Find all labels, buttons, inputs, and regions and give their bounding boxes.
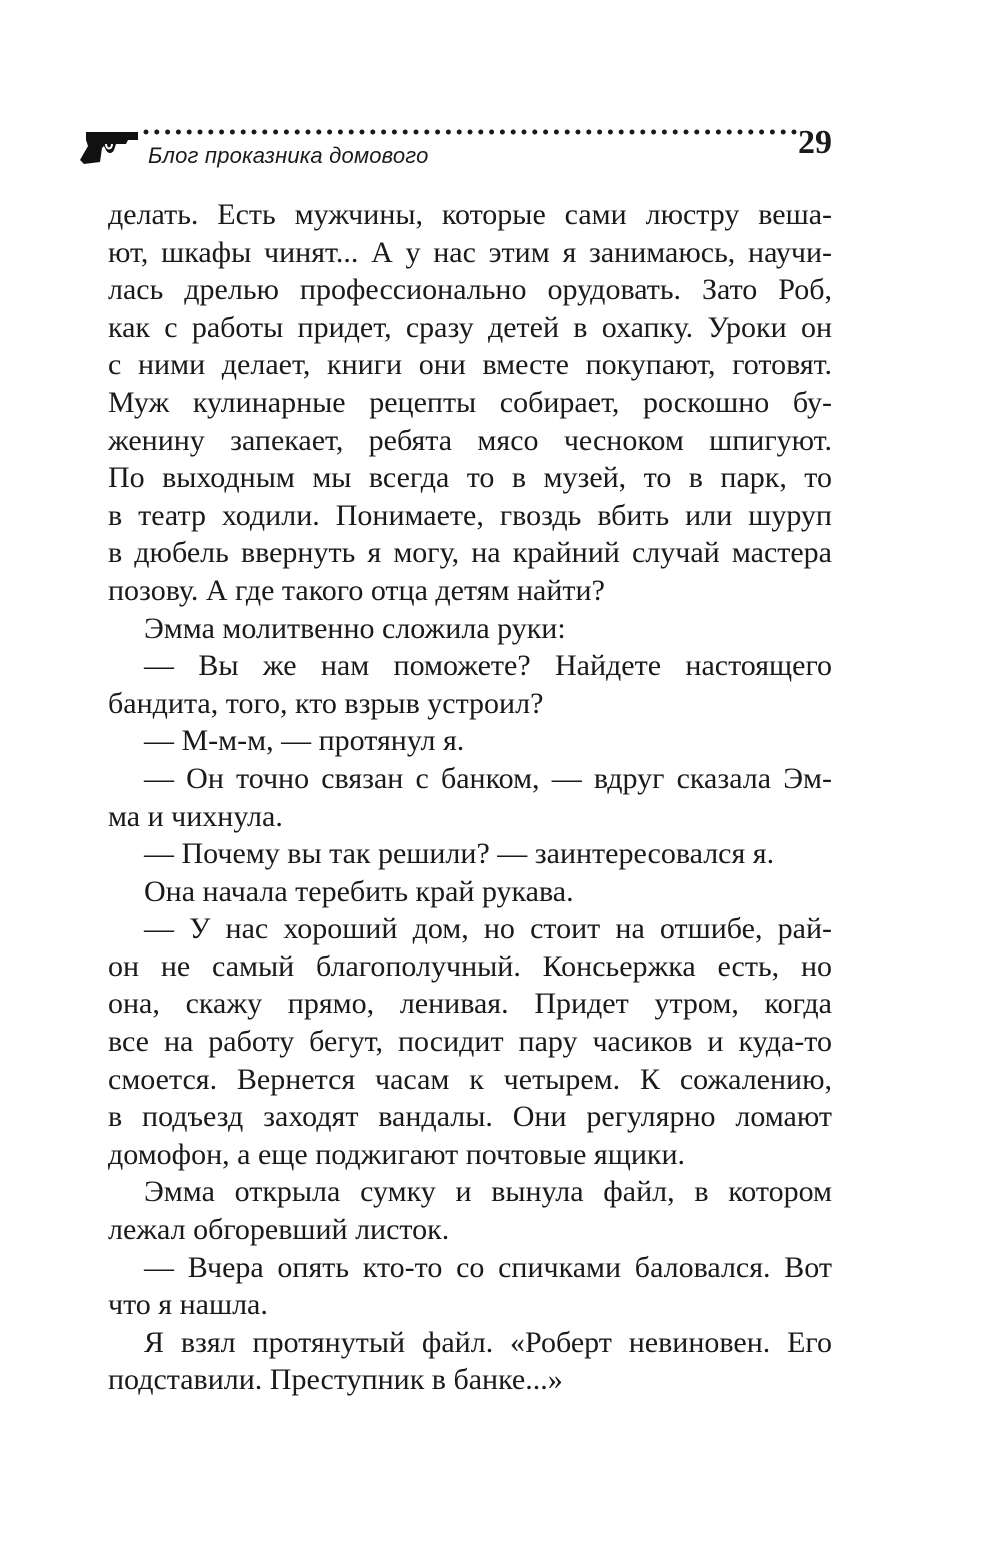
text-line: что я нашла. — [108, 1288, 268, 1322]
running-title: Блог проказника домового — [148, 143, 429, 168]
text-line: он не самый благополучный. Консьержка есть, но — [108, 949, 832, 983]
page-header — [0, 0, 1000, 200]
pistol-icon — [76, 126, 140, 166]
text-line: смоется. Вернется часам к четырем. К сожалению, — [108, 1062, 832, 1096]
text-line: в дюбель ввернуть я могу, на крайний случай мастера — [108, 536, 832, 570]
text-line: ют, шкафы чинят... А у нас этим я занимаюсь, научи- — [108, 235, 832, 269]
body-text — [108, 196, 832, 1399]
text-line: Она начала теребить край рукава. — [144, 874, 574, 908]
text-line: лежал обгоревший листок. — [108, 1213, 450, 1247]
page-number: 29 — [798, 124, 832, 161]
text-line: с ними делает, книги они вместе покупают, готовят. — [108, 348, 832, 382]
text-line: По выходным мы всегда то в музей, то в парк, то — [108, 461, 832, 495]
text-line: позову. А где такого отца детям найти? — [108, 573, 605, 607]
text-line: как с работы придет, сразу детей в охапку. Уроки он — [108, 310, 832, 344]
text-line: домофон, а еще поджигают почтовые ящики. — [108, 1137, 686, 1171]
text-line: она, скажу прямо, ленивая. Придет утром, когда — [108, 987, 832, 1021]
text-line: — Он точно связан с банком, — вдруг сказала Эм- — [144, 761, 832, 795]
text-line: бандита, того, кто взрыв устроил? — [108, 686, 544, 720]
text-line: Я взял протянутый файл. «Роберт невиновен. Его — [144, 1325, 832, 1359]
text-line: Муж кулинарные рецепты собирает, роскошно бу- — [108, 385, 832, 419]
text-line: ма и чихнула. — [108, 799, 283, 833]
text-line: подставили. Преступник в банке...» — [108, 1363, 563, 1397]
text-line: — Почему вы так решили? — заинтересовался я. — [144, 837, 775, 871]
text-line: Эмма открыла сумку и вынула файл, в котором — [144, 1175, 832, 1209]
dot-leader — [142, 128, 798, 136]
text-line: — Вы же нам поможете? Найдете настоящего — [144, 649, 832, 683]
text-line: — М-м-м, — протянул я. — [144, 724, 465, 758]
text-line: делать. Есть мужчины, которые сами люстру веша- — [108, 198, 832, 231]
text-line: Эмма молитвенно сложила руки: — [144, 611, 566, 645]
text-line: в подъезд заходят вандалы. Они регулярно ломают — [108, 1100, 832, 1134]
text-line: в театр ходили. Понимаете, гвоздь вбить или шуруп — [108, 498, 832, 532]
text-line: лась дрелью профессионально орудовать. Зато Роб, — [108, 273, 832, 307]
text-line: женину запекает, ребята мясо чесноком шпигуют. — [108, 423, 832, 457]
text-line: — У нас хороший дом, но стоит на отшибе, рай- — [144, 912, 832, 946]
text-line: все на работу бегут, посидит пару часиков и куда-то — [108, 1025, 832, 1059]
text-line: — Вчера опять кто-то со спичками баловался. Вот — [144, 1250, 832, 1284]
